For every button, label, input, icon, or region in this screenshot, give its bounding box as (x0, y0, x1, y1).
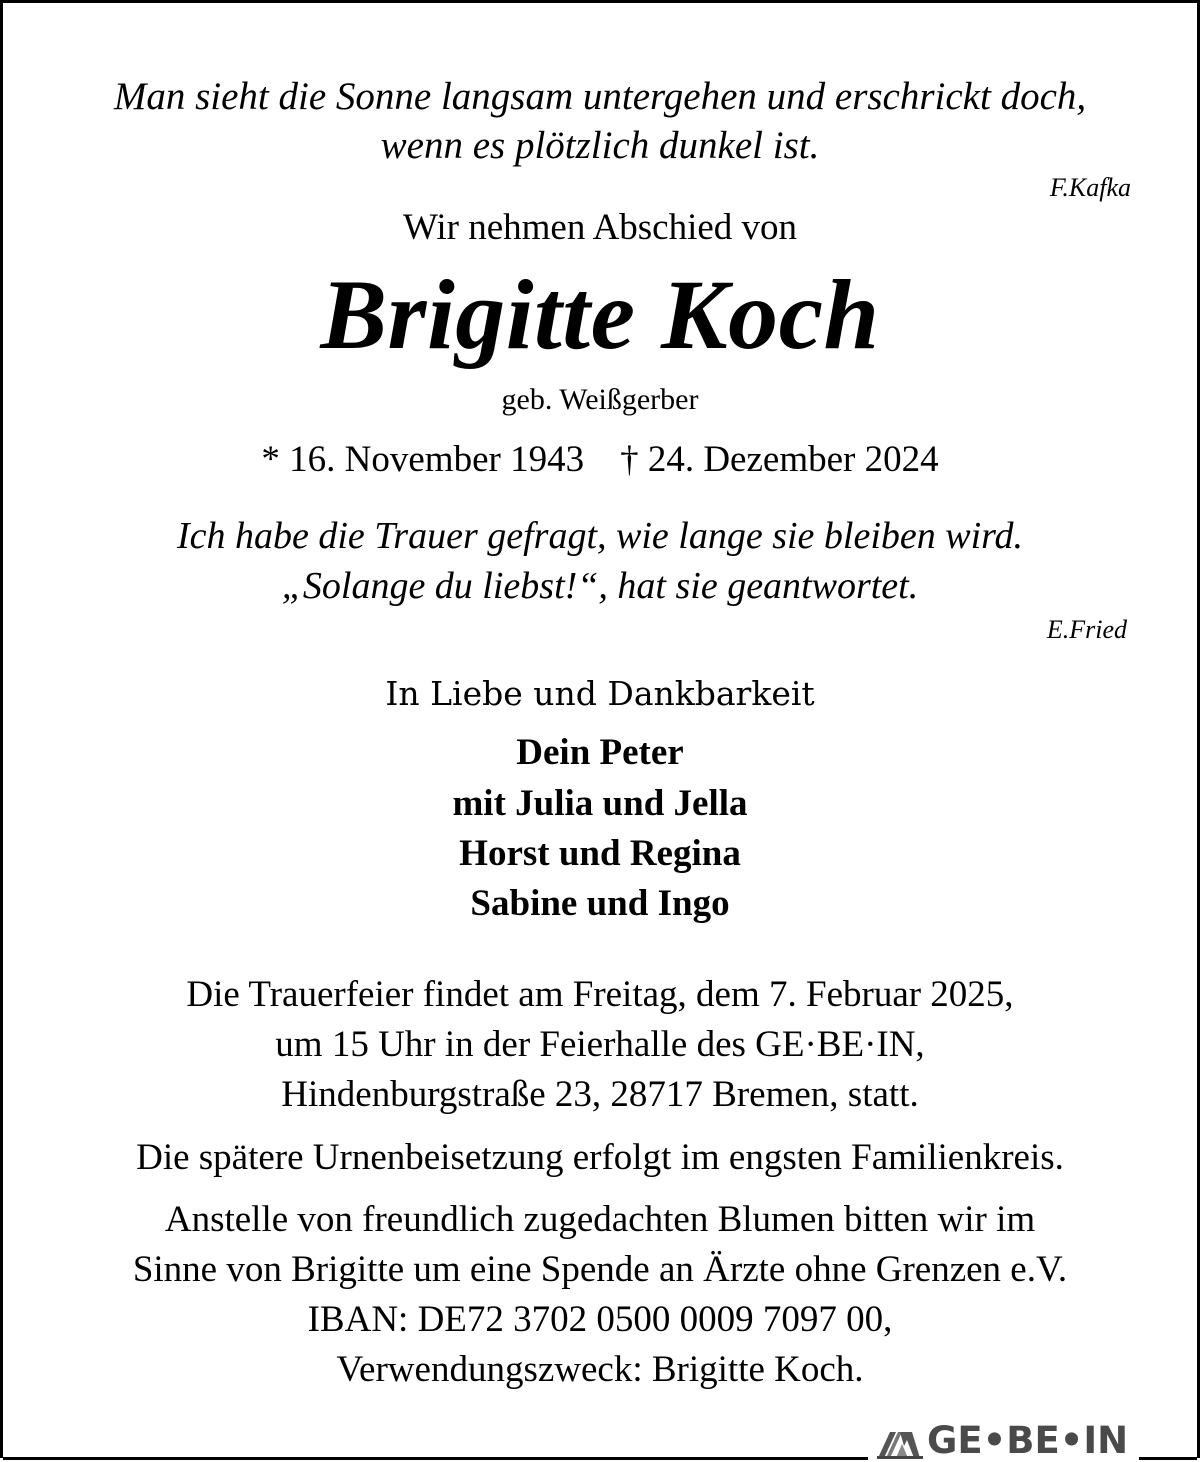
family-line-3: Horst und Regina (459, 833, 741, 874)
quote-kafka-line-1: Man sieht die Sonne langsam untergehen und erschrickt doch, (113, 75, 1087, 118)
donation-line-2: Sinne von Brigitte um eine Spende an Ärzte ohne Grenzen e.V. (132, 1249, 1068, 1290)
quote-fried-author: E.Fried (1046, 615, 1127, 644)
closing-text: In Liebe und Dankbarkeit (385, 674, 815, 713)
family-line-2: mit Julia und Jella (452, 783, 748, 824)
deceased-name: Brigitte Koch (320, 259, 880, 370)
quote-kafka-author: F.Kafka (1049, 173, 1131, 202)
footer (3, 1421, 1197, 1461)
intro-text: Wir nehmen Abschied von (402, 207, 798, 248)
family-line-1: Dein Peter (516, 732, 684, 773)
donation-line-4: Verwendungszweck: Brigitte Koch. (336, 1349, 864, 1390)
footer-rule-left (3, 1457, 868, 1460)
ceremony-line-3: Hindenburgstraße 23, 28717 Bremen, statt. (281, 1074, 919, 1115)
birth-name: geb. Weißgerber (501, 383, 699, 416)
donation-line-3: IBAN: DE72 3702 0500 0009 7097 00, (307, 1299, 893, 1340)
quote-fried-line-2: „Solange du liebst!“, hat sie geantwortet. (281, 565, 919, 607)
footer-rule-right (1139, 1457, 1197, 1460)
gebein-logo-icon (876, 1426, 924, 1459)
quote-kafka-line-2: wenn es plötzlich dunkel ist. (380, 124, 820, 167)
gebein-logo-text: GE•BE•IN (927, 1419, 1129, 1462)
family-line-4: Sabine und Ingo (470, 883, 730, 924)
donation-line-1: Anstelle von freundlich zugedachten Blumen bitten wir im (164, 1199, 1036, 1240)
quote-fried-line-1: Ich habe die Trauer gefragt, wie lange sie bleiben wird. (176, 515, 1024, 557)
ceremony-line-1: Die Trauerfeier findet am Freitag, dem 7. Februar 2025, (186, 974, 1014, 1015)
death-date: † 24. Dezember 2024 (620, 439, 939, 480)
birth-date: * 16. November 1943 (261, 439, 585, 480)
life-dates (3, 438, 1197, 481)
burial-text: Die spätere Urnenbeisetzung erfolgt im engsten Familienkreis. (136, 1137, 1064, 1178)
ceremony-line-2: um 15 Uhr in der Feierhalle des GE·BE·IN, (275, 1024, 925, 1065)
